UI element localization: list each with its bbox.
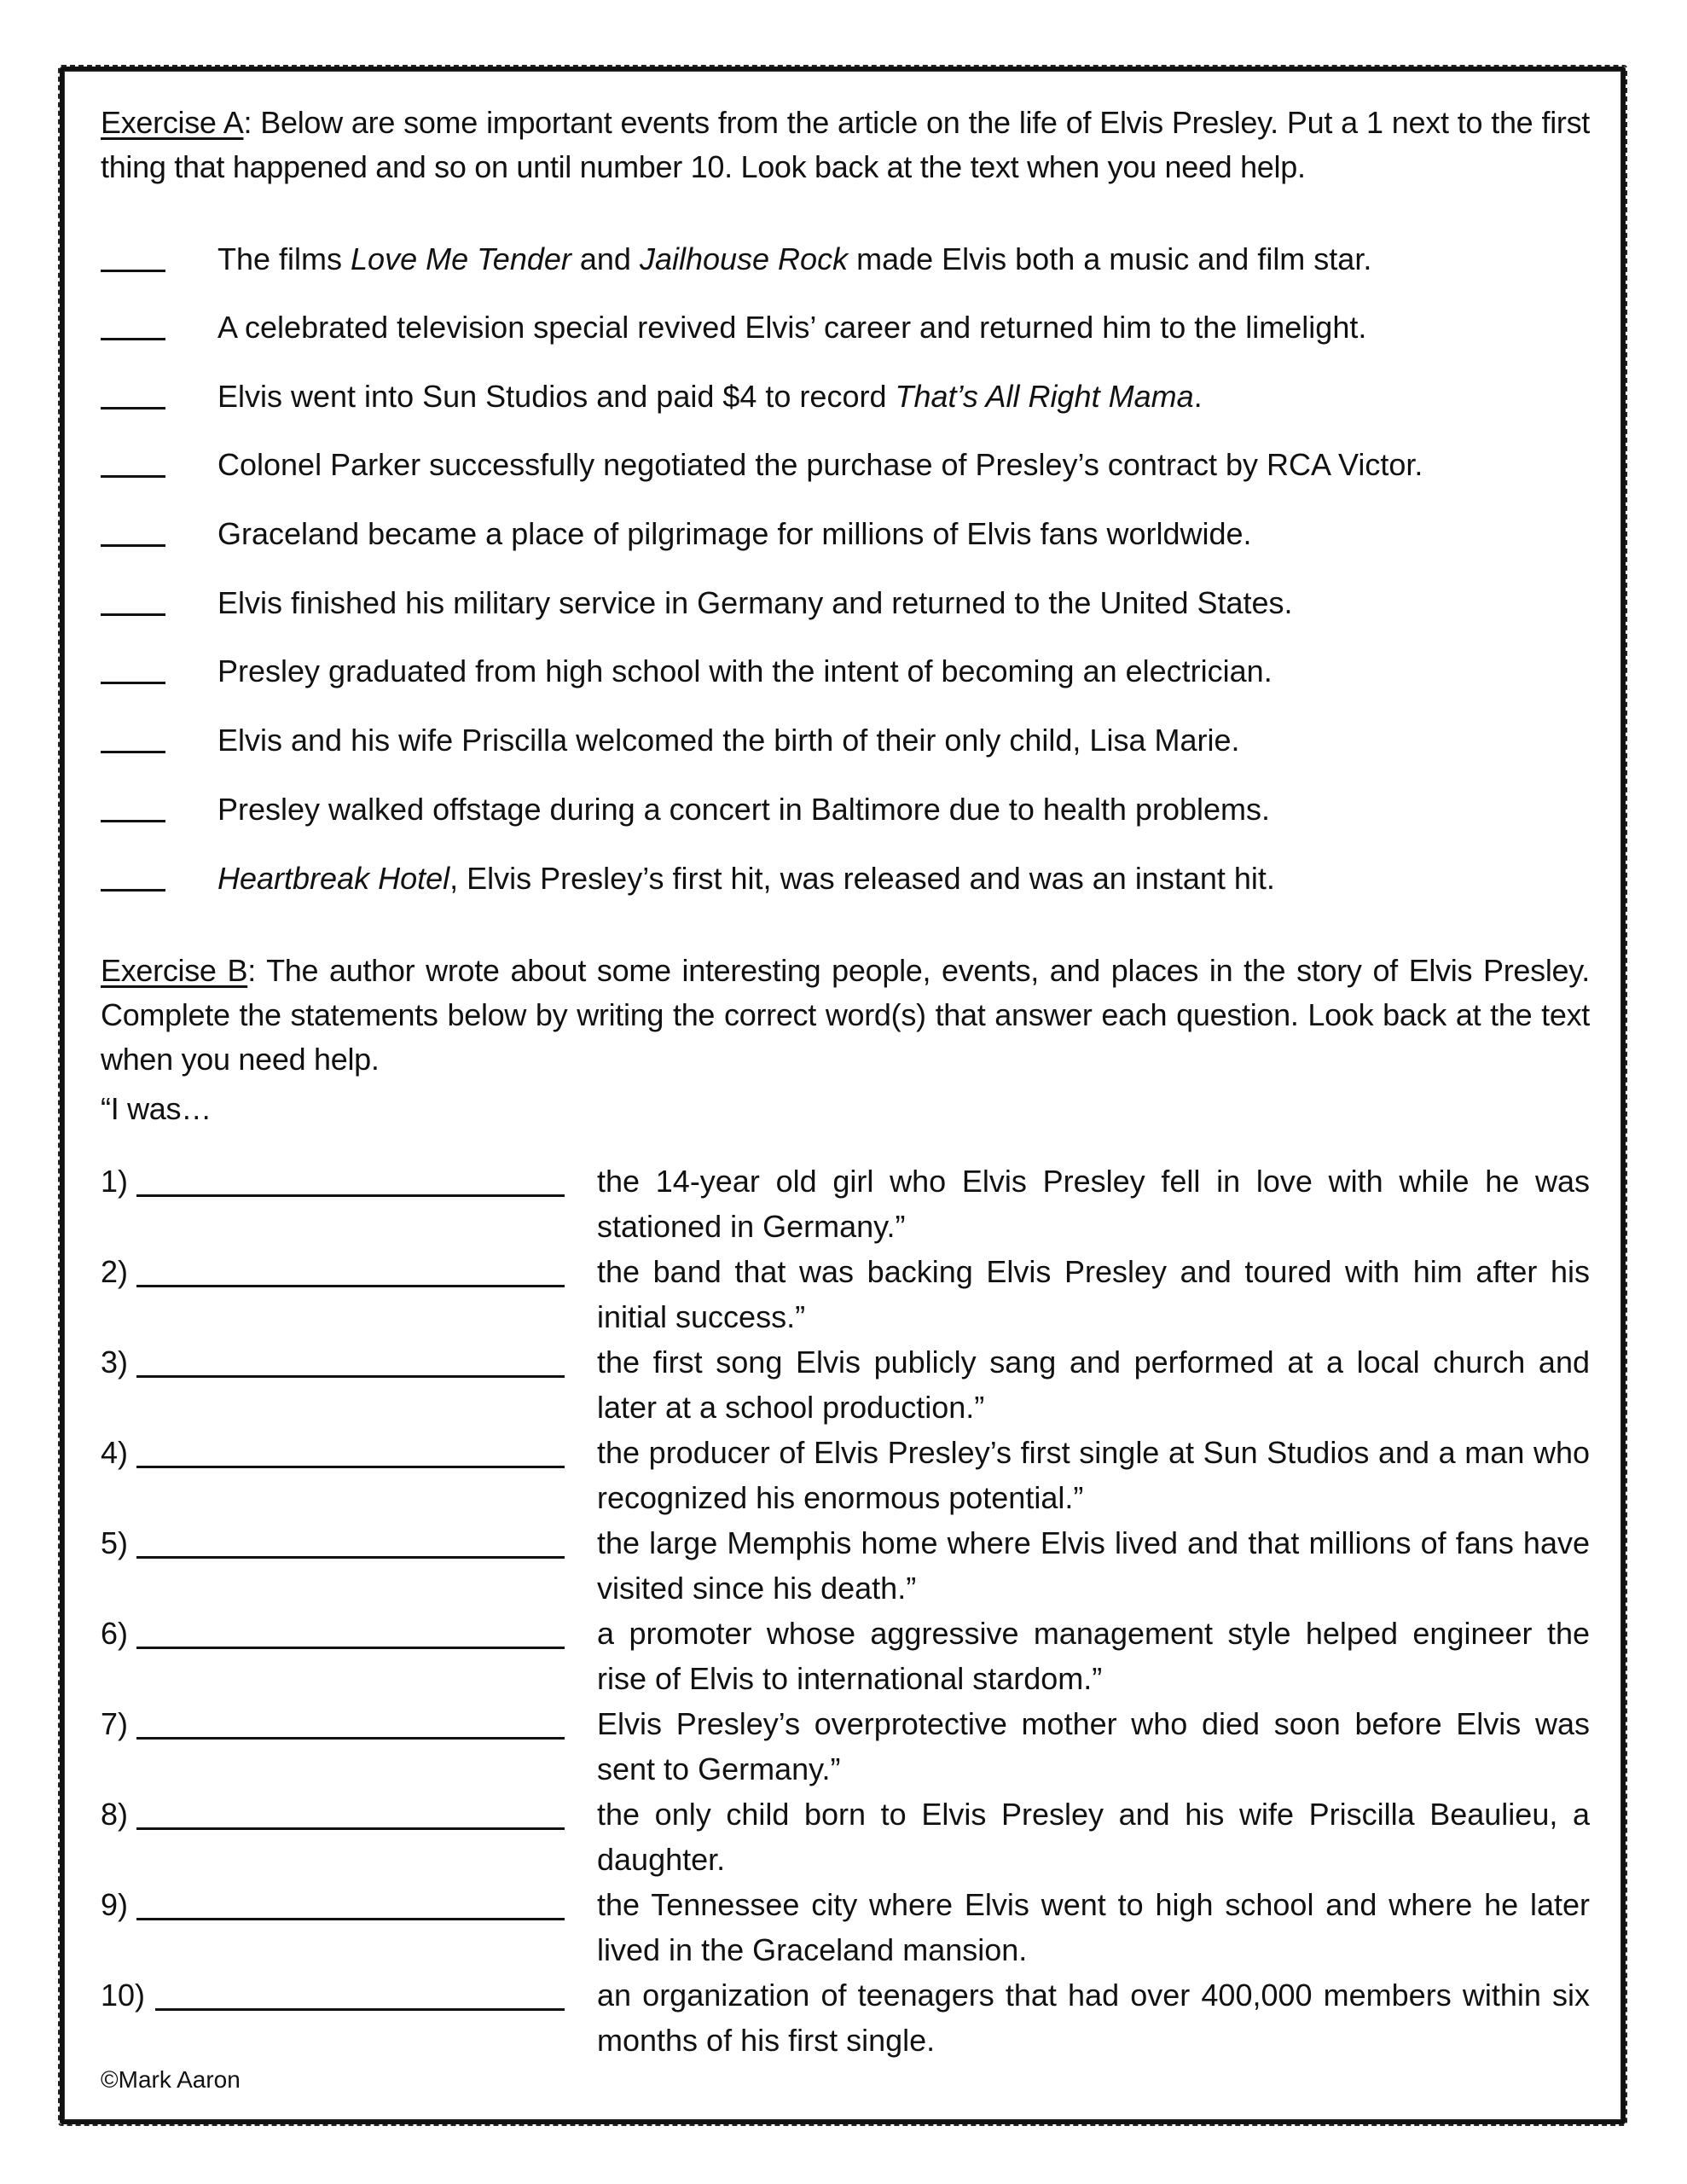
event-text: Heartbreak Hotel, Elvis Presley’s first hit, was released and was an instant hit. (217, 861, 1275, 896)
answer-blank[interactable] (101, 338, 165, 340)
exercise-b-lead: “I was… (101, 1091, 212, 1126)
statement-text: the Tennessee city where Elvis went to high school and where he later lived in the Graceland mansion. (597, 1887, 1590, 1967)
statement-number: 9) (101, 1887, 129, 1922)
statement-number: 6) (101, 1616, 129, 1651)
statement-number: 4) (101, 1435, 129, 1470)
statement-text: a promoter whose aggressive management style helped engineer the rise of Elvis to international stardom.” (597, 1616, 1590, 1696)
event-item (101, 581, 1602, 625)
event-item (101, 857, 1602, 901)
answer-blank[interactable] (155, 2008, 565, 2011)
event-item (101, 305, 1602, 350)
answer-blank[interactable] (101, 544, 165, 547)
exercise-b-instructions-text: : The author wrote about some interesting people, events, and places in the story of Elvis Presley. Complete the statements below by writing the correct word(s) that answer each question. Look back at the text when you need help. (101, 953, 1590, 1077)
statement-text: the band that was backing Elvis Presley and toured with him after his initial success.” (597, 1254, 1590, 1334)
answer-blank[interactable] (136, 1647, 565, 1649)
event-text: Presley walked offstage during a concert in Baltimore due to health problems. (217, 792, 1271, 827)
statement-number: 1) (101, 1164, 129, 1199)
statement-number: 8) (101, 1797, 129, 1832)
answer-blank[interactable] (136, 1285, 565, 1287)
event-text: Presley graduated from high school with the intent of becoming an electrician. (217, 653, 1272, 688)
event-text: Elvis went into Sun Studios and paid $4 to record That’s All Right Mama. (217, 379, 1203, 414)
event-item (101, 718, 1602, 763)
event-text: Elvis finished his military service in Germany and returned to the United States. (217, 585, 1293, 620)
event-text: Colonel Parker successfully negotiated the purchase of Presley’s contract by RCA Victor. (217, 447, 1423, 482)
answer-blank[interactable] (101, 407, 165, 410)
statement-text: the large Memphis home where Elvis lived and that millions of fans have visited since his death.” (597, 1525, 1590, 1606)
event-item (101, 443, 1602, 487)
answer-blank[interactable] (101, 270, 165, 272)
statement-number: 5) (101, 1525, 129, 1560)
answer-blank[interactable] (101, 682, 165, 684)
exercise-a-instructions (101, 101, 1590, 189)
answer-blank[interactable] (136, 1918, 565, 1920)
answer-blank[interactable] (136, 1556, 565, 1559)
statement-text: Elvis Presley’s overprotective mother who died soon before Elvis was sent to Germany.” (597, 1706, 1590, 1786)
answer-blank[interactable] (136, 1375, 565, 1378)
event-item (101, 375, 1602, 419)
event-item (101, 512, 1602, 556)
statement-text: an organization of teenagers that had over 400,000 members within six months of his first single. (597, 1978, 1590, 2058)
answer-blank[interactable] (101, 613, 165, 616)
event-text: Elvis and his wife Priscilla welcomed the birth of their only child, Lisa Marie. (217, 723, 1240, 758)
statement-text: the first song Elvis publicly sang and performed at a local church and later at a school production.” (597, 1345, 1590, 1425)
statement-text: the producer of Elvis Presley’s first single at Sun Studios and a man who recognized his enormous potential.” (597, 1435, 1590, 1515)
event-item (101, 649, 1602, 694)
statement-text: the only child born to Elvis Presley and his wife Priscilla Beaulieu, a daughter. (597, 1797, 1590, 1877)
statement-number: 7) (101, 1706, 129, 1741)
event-text: A celebrated television special revived Elvis’ career and returned him to the limelight. (217, 310, 1367, 345)
event-text: The films Love Me Tender and Jailhouse Rock made Elvis both a music and film star. (217, 241, 1372, 276)
statement-number: 10) (101, 1978, 146, 2013)
answer-blank[interactable] (136, 1466, 565, 1468)
answer-blank[interactable] (101, 751, 165, 753)
answer-blank[interactable] (101, 820, 165, 822)
answer-blank[interactable] (136, 1737, 565, 1740)
event-text: Graceland became a place of pilgrimage for millions of Elvis fans worldwide. (217, 516, 1252, 551)
exercise-a-label: Exercise A (101, 105, 244, 140)
answer-blank[interactable] (101, 475, 165, 478)
statement-text: the 14-year old girl who Elvis Presley fell in love with while he was stationed in Germany.” (597, 1164, 1590, 1244)
statement-number: 3) (101, 1345, 129, 1380)
event-item (101, 237, 1602, 282)
exercise-b-label: Exercise B (101, 953, 248, 988)
exercise-a-instructions-text: : Below are some important events from the article on the life of Elvis Presley. Put a 1 next to the first thing that happened and so on until number 10. Look back at the text when you need help. (101, 105, 1590, 184)
answer-blank[interactable] (136, 1194, 565, 1197)
event-item (101, 787, 1602, 832)
statement-number: 2) (101, 1254, 129, 1289)
copyright-notice: ©Mark Aaron (101, 2066, 241, 2093)
exercise-b-instructions (101, 949, 1590, 1082)
answer-blank[interactable] (136, 1827, 565, 1830)
answer-blank[interactable] (101, 889, 165, 892)
